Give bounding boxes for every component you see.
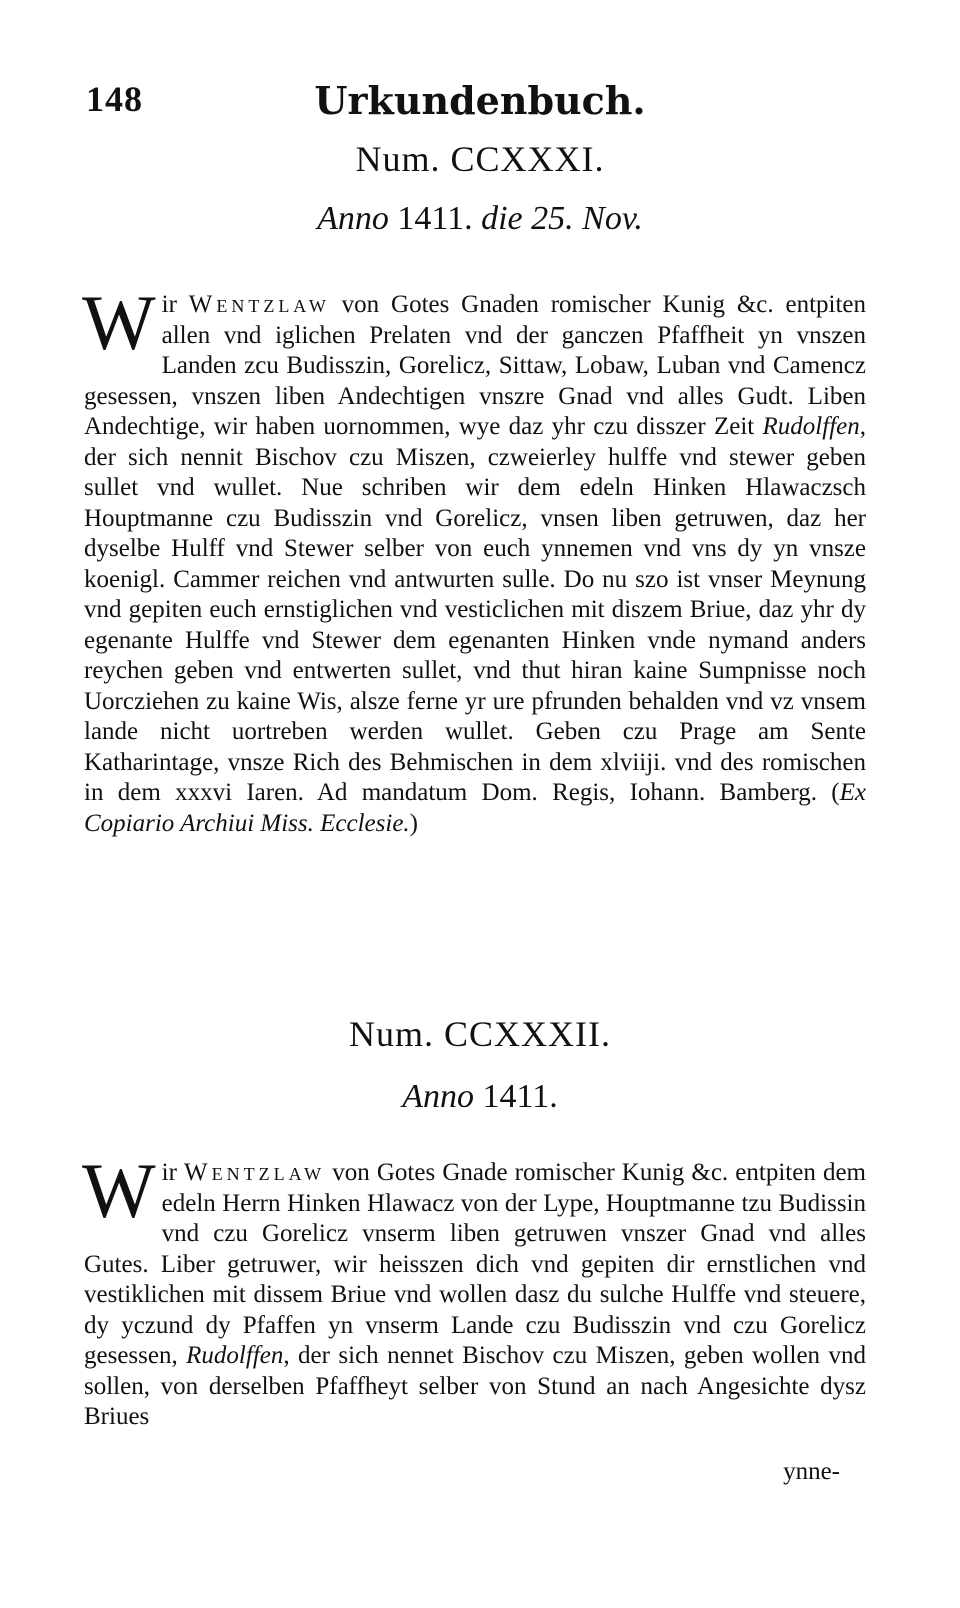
document-date-heading bbox=[0, 1078, 960, 1116]
initial-continuation: ir bbox=[161, 291, 189, 318]
catchword: ynne- bbox=[783, 1458, 840, 1485]
sender-name: Wentzlaw bbox=[184, 1159, 326, 1186]
body-text-part: ) bbox=[409, 809, 418, 837]
running-title: Urkundenbuch. bbox=[314, 78, 646, 123]
body-text-part: , der sich nennet Bischov czu Miszen, geben wollen vnd sollen, von derselben Pfaffheyt selber von Stund an nach Angesichte dysz Briues bbox=[84, 1342, 866, 1430]
body-text-part: von Gotes Gnade romischer Kunig &c. entpiten dem edeln Herrn Hinken Hlawacz von der Lype, Houptmanne tzu Budissin vnd czu Gorelicz vnserm liben getruwen vnszer Gnad vnd alles Gutes. Liber getruwer, wir heisszen dich vnd gepiten dir ernstlichen vnd vestiklichen mit dissem Briue vnd wollen dasz du sulche Hulffe vnd steuere, dy yczund dy Pfaffen yn vnserm Lande czu Budisszin vnd czu Gorelicz gesessen, bbox=[84, 1159, 866, 1369]
sender-name: Wentzlaw bbox=[188, 291, 330, 318]
page-number: 148 bbox=[86, 79, 143, 119]
anno-day: die 25. Nov. bbox=[481, 200, 643, 237]
drop-cap-initial: W bbox=[82, 1147, 156, 1234]
body-text-part: , der sich nennit Bischov czu Miszen, czweierley hulffe vnd stewer geben sullet vnd wullet. Nue schriben wir dem edeln Hinken Hlawaczsch Houptmanne czu Budisszin vnd Gorelicz, vnsen liben getruwen, daz her dyselbe Hulff vnd Stewer selber von euch ynnemen vnd vns dy yn vnsze koenigl. Cammer reichen vnd antwurten sulle. Do nu szo ist vnser Meynung vnd gepiten euch ernstiglichen vnd vesticlichen mit diszem Briue, daz yhr dy egenante Hulffe vnd Stewer dem egenanten Hinken vnde nymand anders reychen geben vnd entwerten sullet, vnd thut hiran kaine Sumpnisse noch Uorcziehen zu kaine Wis, alsze ferne yr ure pfrunden behalden vnd vz vnsem lande nicht uortreben werden wullet. Geben czu Prage am Sente Katharintage, vnsze Rich des Behmischen in dem xlviiji. vnd des romischen in dem xxxvi Iaren. Ad mandatum Dom. Regis, Iohann. Bamberg. ( bbox=[84, 413, 866, 806]
source-citation: Ex Copiario Archiui Miss. Ecclesie. bbox=[84, 779, 866, 837]
initial-continuation: ir bbox=[161, 1159, 185, 1186]
anno-year: 1411. bbox=[474, 1078, 558, 1115]
anno-label: Anno bbox=[317, 200, 389, 237]
document-body bbox=[82, 279, 866, 839]
drop-cap-initial: W bbox=[82, 279, 156, 366]
document-date-heading bbox=[0, 200, 960, 238]
anno-year: 1411. bbox=[388, 200, 482, 237]
document-number-heading: Num. CCXXXI. bbox=[355, 139, 605, 179]
running-head bbox=[86, 78, 874, 128]
document-body bbox=[82, 1147, 866, 1433]
person-name: Rudolffen bbox=[186, 1342, 284, 1369]
document-number-heading: Num. CCXXXII. bbox=[349, 1014, 611, 1054]
body-text-part: von Gotes Gnaden romischer Kunig &c. entpiten allen vnd iglichen Prelaten vnd der ganczen Pfaffheit yn vnszen Landen zcu Budisszin, Gorelicz, Sittaw, Lobaw, Luban vnd Camencz gesessen, vnszen liben Andechtigen vnszre Gnad vnd alles Gudt. Liben Andechtige, wir haben uornommen, wye daz yhr czu disszer Zeit bbox=[84, 291, 866, 440]
person-name: Rudolffen bbox=[762, 413, 860, 440]
anno-label: Anno bbox=[402, 1078, 475, 1115]
